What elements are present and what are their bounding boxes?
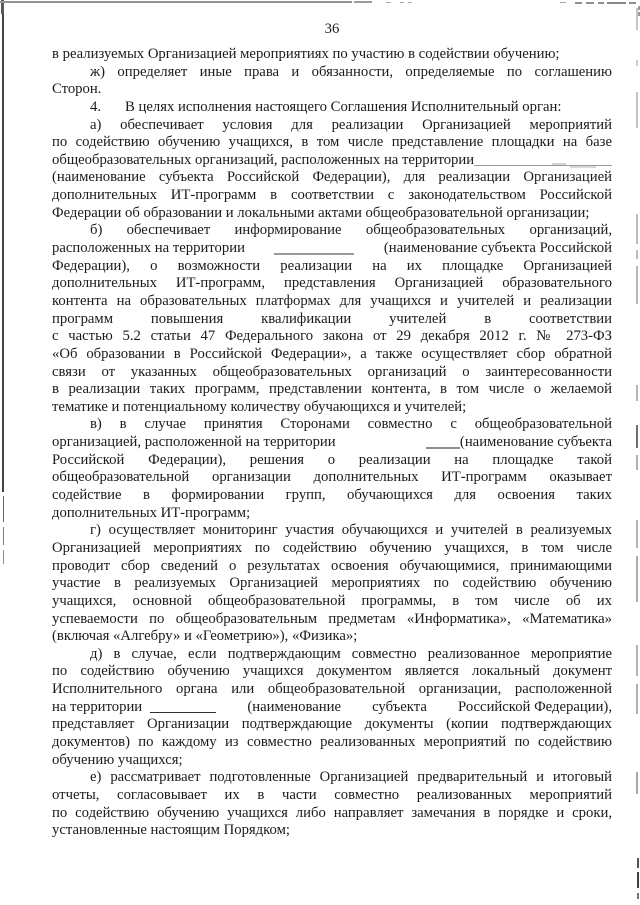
scan-artifact-right-dash [636, 8, 638, 30]
scan-artifact-top-right-dash [629, 2, 636, 4]
text-line: по содействию обучению учащихся, в том числе представление площадки на базе [52, 134, 612, 151]
scan-artifact-left-edge-dash [3, 496, 5, 522]
scan-artifact-right-dash [636, 92, 638, 128]
text-line: б) обеспечивает информирование общеобразовательных организаций, [90, 222, 612, 239]
scan-artifact-right-dash [636, 645, 638, 676]
scan-artifact-left-edge-line [2, 0, 4, 492]
text-line: Организацией мероприятиях по содействию обучению учащихся, в том числе [52, 539, 612, 556]
scan-artifact-left-edge-dash [3, 550, 5, 564]
text-line: д) в случае, если подтверждающим совместно реализованное мероприятие [90, 645, 612, 662]
scan-artifact-right-dash [636, 250, 638, 259]
text-line: г) осуществляет мониторинг участия обучающихся и учителей в реализуемых [90, 522, 612, 539]
scan-artifact-right-dash [636, 772, 638, 794]
text-segment: на территории [52, 698, 143, 715]
scan-artifact-top-right-dash [607, 2, 626, 4]
scan-artifact-right-dash [636, 684, 638, 714]
scan-artifact-left-top-blob [1, 0, 4, 14]
scan-artifact-right-dash [637, 893, 639, 899]
text-line: отчеты, согласовывает их в части совместно реализованных мероприятий [52, 786, 612, 803]
segment-group [426, 434, 612, 452]
text-line: успеваемости по общеобразовательным предметам «Информатика», «Математика» [52, 610, 612, 627]
text-line: с частью 5.2 статьи 47 Федерального закона от 29 декабря 2012 г. № 273-ФЗ [52, 328, 612, 345]
text-line: «Об образовании в Российской Федерации», а также осуществляет сбор обратной [52, 345, 612, 362]
text-line [52, 152, 612, 170]
text-line: Федерации об образовании и локальными актами общеобразовательной организации; [52, 204, 590, 221]
scan-artifact-top-dash [560, 2, 566, 4]
text-segment: субъекта [372, 698, 427, 715]
text-line: дополнительных ИТ-программ; [52, 504, 251, 521]
text-line: тематике и потенциальному количеству обучающихся и учителей; [52, 398, 467, 415]
blank-underline [426, 447, 460, 449]
scan-artifact-top-dash [386, 2, 391, 4]
blank-underline [150, 712, 216, 714]
scan-artifact-right-dash [636, 214, 638, 244]
scan-artifact-top-right-dash [598, 2, 604, 4]
scan-artifact-left-edge-dash [3, 527, 5, 545]
scan-artifact-right-dash [637, 858, 639, 868]
text-line: содействие в формировании групп, обучающихся для освоения таких [52, 487, 612, 504]
text-line: установленные настоящим Порядком; [52, 822, 290, 839]
text-line: а) обеспечивает условия для реализации Организацией мероприятий [90, 116, 612, 133]
document-page [52, 20, 612, 839]
text-segment: (наименование субъекта [459, 434, 612, 451]
text-line: обучению учащихся; [52, 751, 183, 768]
page-number: 36 [324, 21, 340, 37]
scan-artifact-top-dash [354, 1, 372, 3]
text-line: участие в реализуемых Организацией мероприятиях по содействию обучению [52, 575, 612, 592]
scan-artifact-corner-dots [638, 12, 640, 16]
text-line: (наименование субъекта Российской Федерации), для реализации Организацией [52, 169, 612, 186]
scan-artifact-top-right-dash [575, 2, 582, 4]
text-segment: Российской Федерации), [458, 698, 612, 715]
text-line: учащихся, основной общеобразовательной программы, в том числе об их [52, 592, 612, 609]
text-line: общеобразовательной организации дополнительных ИТ-программ оказывает [52, 469, 612, 486]
text-line: в реализуемых Организацией мероприятиях по участию в содействии обучению; [52, 46, 560, 62]
text-line [52, 434, 612, 452]
text-line: по содействию обучению учащихся либо направляет замечания в порядке и сроки, [52, 804, 612, 821]
text-line: в) в случае принятия Сторонами совместно с общеобразовательной [90, 416, 612, 433]
scan-artifact-right-dash [636, 60, 638, 66]
blank-underline [274, 253, 354, 255]
text-line: Российской Федерации), решения о реализации на площадке такой [52, 451, 612, 468]
scan-artifact-right-dash [636, 266, 638, 304]
text-segment: организацией, расположенной на территории [52, 434, 336, 451]
text-line: Исполнительного органа или общеобразовательной организации, расположенной [52, 681, 612, 698]
scan-artifact-right-dash [636, 556, 638, 602]
text-segment: (наименование [247, 698, 341, 715]
text-line: дополнительных ИТ-программ в соответствии с законодательством Российской [52, 187, 612, 204]
text-line: проводит сбор сведений о результатах освоения обучающимися, принимающими [52, 557, 612, 574]
text-line: Сторон. [52, 81, 102, 98]
scan-artifact-top-right-dash [586, 2, 594, 4]
text-segment: расположенных на территории [52, 240, 245, 257]
text-segment: 4. [90, 98, 102, 115]
scan-artifact-top-edge-line [0, 1, 352, 3]
scan-artifact-top-dash [408, 2, 412, 4]
scan-artifact-right-dash [636, 385, 638, 401]
text-segment: В целях исполнения настоящего Соглашения Исполнительный орган: [125, 98, 562, 115]
scan-artifact-right-dash [636, 425, 638, 448]
text-line: дополнительных ИТ-программ, представления Организацией образовательного [52, 275, 612, 292]
text-line: в реализации таких программ, представлении контента, в том числе о желаемой [52, 381, 612, 398]
text-line: контента на образовательных платформах для учащихся и учителей и реализации [52, 292, 612, 309]
text-line: е) рассматривает подготовленные Организацией предварительный и итоговый [90, 769, 612, 786]
text-line: связи от указанных общеобразовательных организаций о заинтересованности [52, 363, 612, 380]
text-line: представляет Организации подтверждающие документы (копии подтверждающих [52, 716, 612, 733]
scan-artifact-corner-dots [638, 6, 640, 10]
text-line [52, 699, 612, 717]
scan-artifact-right-dash [636, 455, 638, 470]
text-line: ж) определяет иные права и обязанности, определяемые по соглашению [90, 63, 612, 80]
text-segment: общеобразовательных организаций, расположенных на территории [52, 151, 475, 168]
text-line [52, 240, 612, 258]
text-lines [52, 46, 612, 840]
blank-underline [474, 165, 612, 167]
text-line: Федерации), о возможности реализации на их площадке Организацией [52, 257, 612, 274]
text-line: документов) по каждому из совместно реализованных мероприятий по содействию [52, 733, 612, 750]
text-line: программ повышения квалификации учителей в соответствии [52, 310, 612, 327]
segment-group [52, 699, 216, 717]
text-line [52, 99, 612, 117]
text-segment: (наименование субъекта Российской [383, 240, 612, 257]
scan-artifact-top-dash [400, 2, 404, 4]
scan-artifact-right-dash [637, 872, 639, 888]
text-line: (включая «Алгебру» и «Геометрию»), «Физика»; [52, 628, 358, 645]
text-line: по содействию обучению учащихся документом является локальный документ [52, 663, 612, 680]
scan-artifact-right-dash [636, 520, 638, 548]
